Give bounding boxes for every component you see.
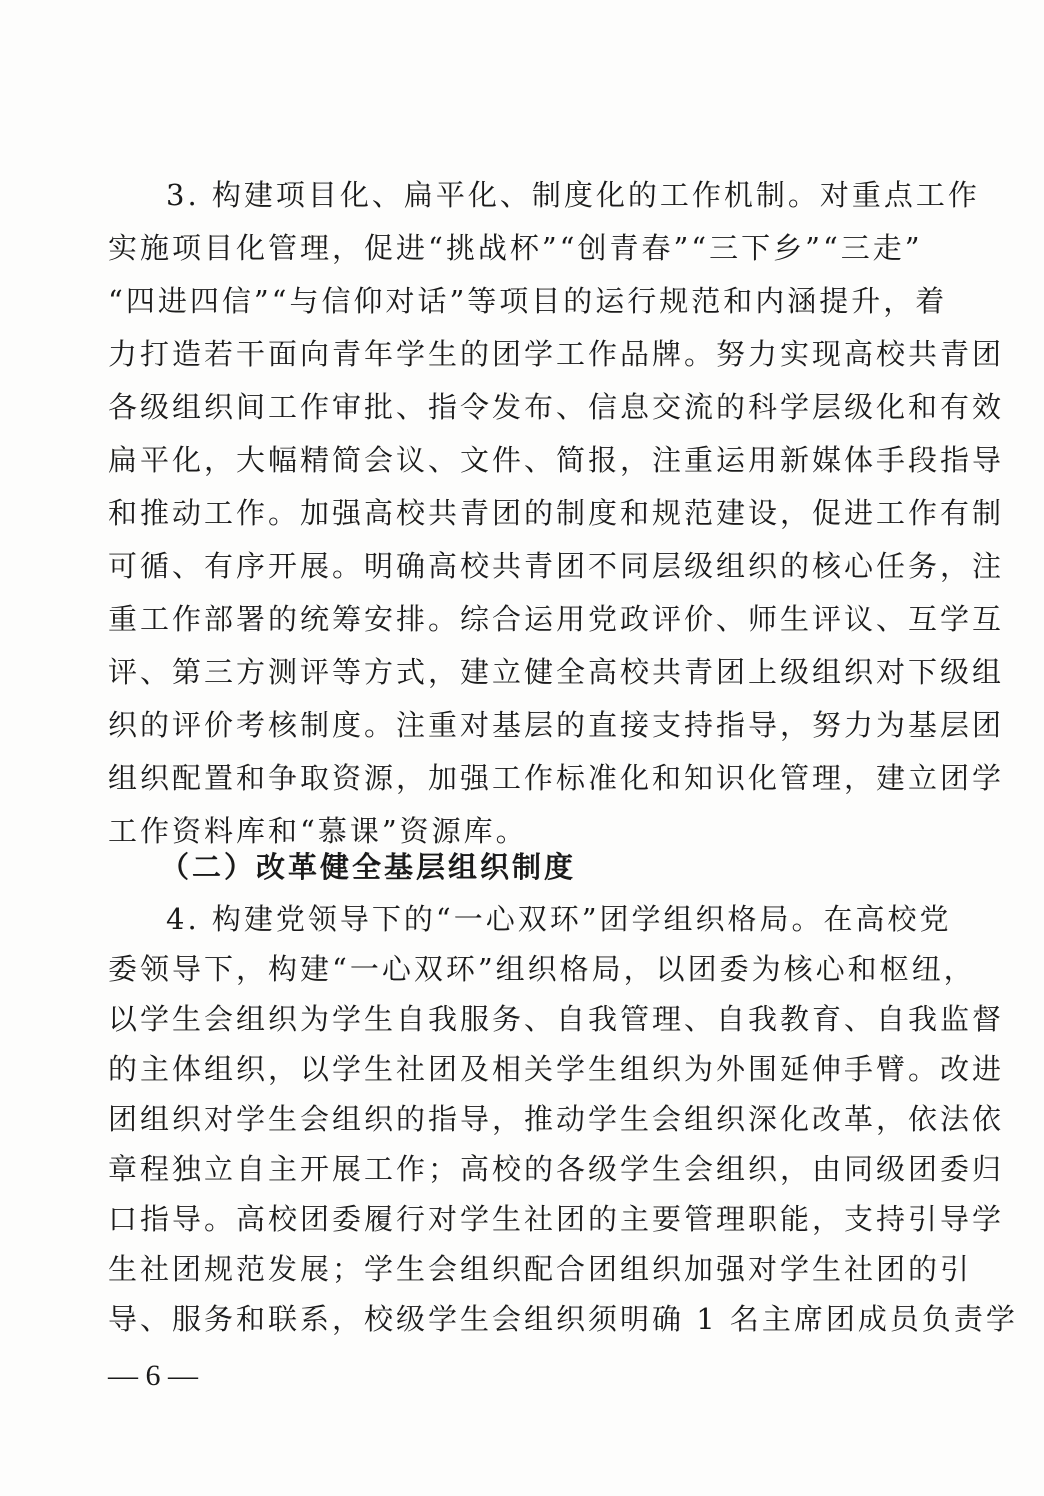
paragraph-line: 扁平化，大幅精简会议、文件、简报，注重运用新媒体手段指导 — [108, 443, 1005, 477]
paragraph-line: “四进四信”“与信仰对话”等项目的运行规范和内涵提升，着 — [108, 284, 948, 318]
paragraph-line: 委领导下，构建“一心双环”组织格局，以团委为核心和枢纽， — [108, 952, 976, 986]
paragraph-line: 力打造若干面向青年学生的团学工作品牌。努力实现高校共青团 — [108, 337, 1005, 371]
paragraph-line: 织的评价考核制度。注重对基层的直接支持指导，努力为基层团 — [108, 708, 1005, 742]
paragraph-line: 口指导。高校团委履行对学生社团的主要管理职能，支持引导学 — [108, 1202, 1005, 1236]
paragraph-line: 3. 构建项目化、扁平化、制度化的工作机制。对重点工作 — [166, 178, 980, 212]
paragraph-line: 生社团规范发展；学生会组织配合团组织加强对学生社团的引 — [108, 1252, 973, 1286]
paragraph-line: 4. 构建党领导下的“一心双环”团学组织格局。在高校党 — [166, 902, 952, 936]
paragraph-line: 和推动工作。加强高校共青团的制度和规范建设，促进工作有制 — [108, 496, 1005, 530]
page-number: — 6 — — [108, 1359, 198, 1392]
section-heading: （二）改革健全基层组织制度 — [160, 850, 577, 884]
paragraph-line: 导、服务和联系，校级学生会组织须明确 1 名主席团成员负责学 — [108, 1302, 1018, 1336]
paragraph-line: 团组织对学生会组织的指导，推动学生会组织深化改革，依法依 — [108, 1102, 1005, 1136]
paragraph-line: 实施项目化管理，促进“挑战杯”“创青春”“三下乡”“三走” — [108, 231, 923, 265]
paragraph-line: 以学生会组织为学生自我服务、自我管理、自我教育、自我监督 — [108, 1002, 1005, 1036]
paragraph-line: 的主体组织，以学生社团及相关学生组织为外围延伸手臂。改进 — [108, 1052, 1005, 1086]
paragraph-line: 可循、有序开展。明确高校共青团不同层级组织的核心任务，注 — [108, 549, 1005, 583]
paragraph-line: 各级组织间工作审批、指令发布、信息交流的科学层级化和有效 — [108, 390, 1005, 424]
paragraph-line: 重工作部署的统筹安排。综合运用党政评价、师生评议、互学互 — [108, 602, 1005, 636]
paragraph-line: 章程独立自主开展工作；高校的各级学生会组织，由同级团委归 — [108, 1152, 1005, 1186]
paragraph-line: 评、第三方测评等方式，建立健全高校共青团上级组织对下级组 — [108, 655, 1005, 689]
paragraph-line: 工作资料库和“慕课”资源库。 — [108, 814, 528, 848]
paragraph-line: 组织配置和争取资源，加强工作标准化和知识化管理，建立团学 — [108, 761, 1005, 795]
